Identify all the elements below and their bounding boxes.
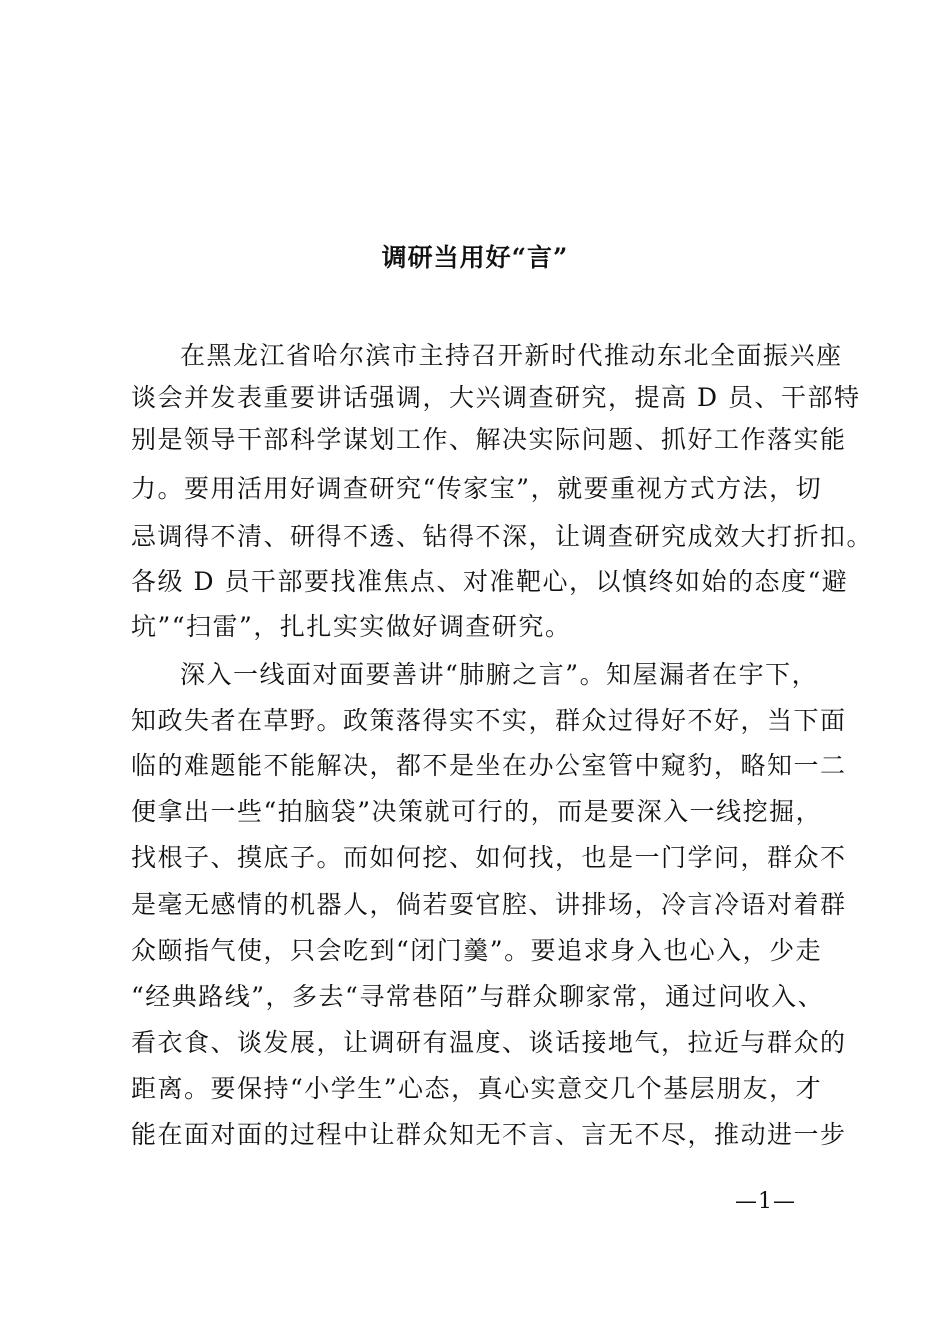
body-text-line: 距离。要保持“小学生”心态，真心实意交几个基层朋友，才	[131, 1074, 823, 1103]
body-text-line: 临的难题能不能解决，都不是坐在办公室管中窥豹，略知一二	[131, 751, 847, 780]
body-text-line: 各级 D 员干部要找准焦点、对准靶心，以慎终如始的态度“避	[131, 567, 849, 596]
body-text-line: 找根子、摸底子。而如何挖、如何找，也是一门学问，群众不	[131, 843, 847, 872]
body-text-line: 深入一线面对面要善讲“肺腑之言”。知屋漏者在宇下，	[180, 660, 819, 689]
document-title: 调研当用好“言”	[381, 243, 569, 272]
body-text-line: 能在面对面的过程中让群众知无不言、言无不尽，推动进一步	[131, 1120, 847, 1149]
body-text-line: 众颐指气使，只会吃到“闭门羹”。要追求身入也心入，少走	[131, 936, 823, 965]
body-text-line: 知政失者在草野。政策落得实不实，群众过得好不好，当下面	[131, 706, 847, 735]
body-text-line: 便拿出一些“拍脑袋”决策就可行的，而是要深入一线挖掘，	[131, 797, 823, 826]
body-text-line: 力。要用活用好调查研究“传家宝”，就要重视方式方法，切	[131, 474, 823, 503]
body-text-line: 在黑龙江省哈尔滨市主持召开新时代推动东北全面振兴座	[180, 341, 843, 370]
body-text-line: “经典路线”，多去“寻常巷陌”与群众聊家常，通过问收入、	[131, 982, 825, 1011]
body-text-line: 别是领导干部科学谋划工作、解决实际问题、抓好工作落实能	[131, 425, 847, 454]
body-text-line: 坑”“扫雷”，扎扎实实做好调查研究。	[131, 612, 572, 641]
body-text-line: 是毫无感情的机器人，倘若耍官腔、讲排场，冷言冷语对着群	[131, 890, 847, 919]
body-text-line: 忌调得不清、研得不透、钻得不深，让调查研究成效大打折扣。	[131, 522, 874, 551]
page-number: —1—	[735, 1189, 796, 1214]
body-text-line: 谈会并发表重要讲话强调，大兴调查研究，提高 D 员、干部特	[131, 383, 861, 412]
body-text-line: 看衣食、谈发展，让调研有温度、谈话接地气，拉近与群众的	[131, 1028, 847, 1057]
